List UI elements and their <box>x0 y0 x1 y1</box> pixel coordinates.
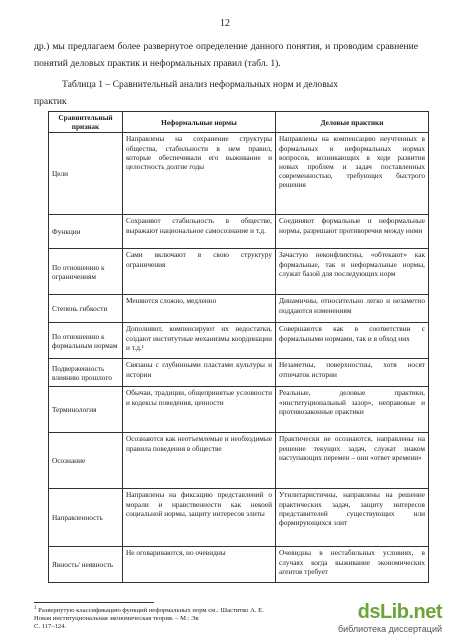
table-row <box>49 547 429 583</box>
table-row <box>49 387 429 433</box>
informal-cell: Не оговариваются, но очевидны <box>123 547 276 583</box>
footnote-line1: Развернутую классификацию функций неформальных норм см.: Шаститко А. Е. <box>38 607 264 615</box>
footnote-divider <box>34 602 154 603</box>
informal-cell: Связаны с глубинными пластами культуры и истории <box>123 359 276 387</box>
footnote-marker: 1 <box>34 606 37 611</box>
business-cell: Направлены на компенсацию неучтенных в формальных и неформальных нормах вопросов, возникающих в ходе развития новых проблем и задач поставленных современностью, требующих быстрого решения <box>276 133 429 215</box>
criterion-cell: Подверженность влиянию прошлого <box>49 359 123 387</box>
intro-paragraph: др.) мы предлагаем более развернутое определение данного понятия, и проводим сравнение понятий деловых практик и неформальных правил (табл. 1). <box>34 41 418 69</box>
informal-cell: Направлены на фиксацию представлений о морали и нравственности как некоей социальной нормы, защиту интересов элиты <box>123 489 276 547</box>
criterion-cell: Осознание <box>49 433 123 489</box>
table-row <box>49 215 429 249</box>
informal-cell: Сами включают в свою структуру ограничения <box>123 249 276 295</box>
criterion-cell: Функции <box>49 215 123 249</box>
informal-cell: Сохраняют стабильность в обществе, выражают национальное самосознание и т.д. <box>123 215 276 249</box>
table-header-row <box>49 112 429 133</box>
business-cell: Динамичны, относительно легко и незаметно поддаются изменениям <box>276 295 429 323</box>
criterion-cell: Терминология <box>49 387 123 433</box>
footnote-line3: С. 117–124. <box>34 623 67 631</box>
table-caption-line1: Таблица 1 – Сравнительный анализ неформальных норм и деловых <box>62 79 338 90</box>
watermark <box>322 601 442 634</box>
business-cell: Утилитаристичны, направлены на решение практических задач, защиту интересов представителей существующих или формирующихся элит <box>276 489 429 547</box>
table-row <box>49 295 429 323</box>
watermark-logo: dsLib.net <box>357 601 442 623</box>
criterion-cell: Степень гибкости <box>49 295 123 323</box>
footnote-line2: Новая институциональная экономическая теория. – М.: Эк <box>34 615 199 623</box>
business-cell: Совершаются как в соответствии с формальными нормами, так и в обход них <box>276 323 429 359</box>
table-row <box>49 249 429 295</box>
page-number: 12 <box>220 18 230 29</box>
business-cell: Очевидны в нестабильных условиях, в случаях когда выживание экономических агентов требует <box>276 547 429 583</box>
comparison-table <box>48 111 429 583</box>
table-row <box>49 133 429 215</box>
business-cell: Реальные, деловые практики, «институциональный зазор», неправовые и противозаконные практики <box>276 387 429 433</box>
criterion-cell: Направленность <box>49 489 123 547</box>
header-informal-norms: Неформальные нормы <box>123 112 276 133</box>
business-cell: Незаметны, поверхностны, хотя носят отпечаток истории <box>276 359 429 387</box>
watermark-subtitle: библиотека диссертаций <box>337 624 442 634</box>
business-cell: Соединяют формальные и неформальные нормы, разрешают противоречия между ними <box>276 215 429 249</box>
informal-cell: Меняются сложно, медленно <box>123 295 276 323</box>
table-caption-line2: практик <box>34 96 67 107</box>
criterion-cell: По отношению к ограничениям <box>49 249 123 295</box>
table-row <box>49 323 429 359</box>
informal-cell: Обычаи, традиции, общепринятые условности и кодексы поведения, ценности <box>123 387 276 433</box>
table-row <box>49 359 429 387</box>
table-caption <box>34 76 424 110</box>
header-business-practices: Деловые практики <box>276 112 429 133</box>
informal-cell: Осознаются как неотъемлемые и необходимые правила поведения в обществе <box>123 433 276 489</box>
informal-cell: Дополняют, компенсируют их недостатки, создают институтные механизмы координации и т.д.¹ <box>123 323 276 359</box>
business-cell: Практически не осознаются, направлены на решение текущих задач, служат знаком наступающих перемен – они «ответ времени» <box>276 433 429 489</box>
table-row <box>49 489 429 547</box>
criterion-cell: Цели <box>49 133 123 215</box>
informal-cell: Направлены на сохранение структуры общества, стабильности в нем правил, которые обеспечивали его выживание и целостность долгие годы <box>123 133 276 215</box>
criterion-cell: Явность/ неявность <box>49 547 123 583</box>
header-criterion: Сравнительный признак <box>49 112 123 133</box>
table-row <box>49 433 429 489</box>
criterion-cell: По отношению к формальным нормам <box>49 323 123 359</box>
business-cell: Зачастую неконфликтны, «обтекают» как формальные, так и неформальные нормы, служат базой для последующих норм <box>276 249 429 295</box>
